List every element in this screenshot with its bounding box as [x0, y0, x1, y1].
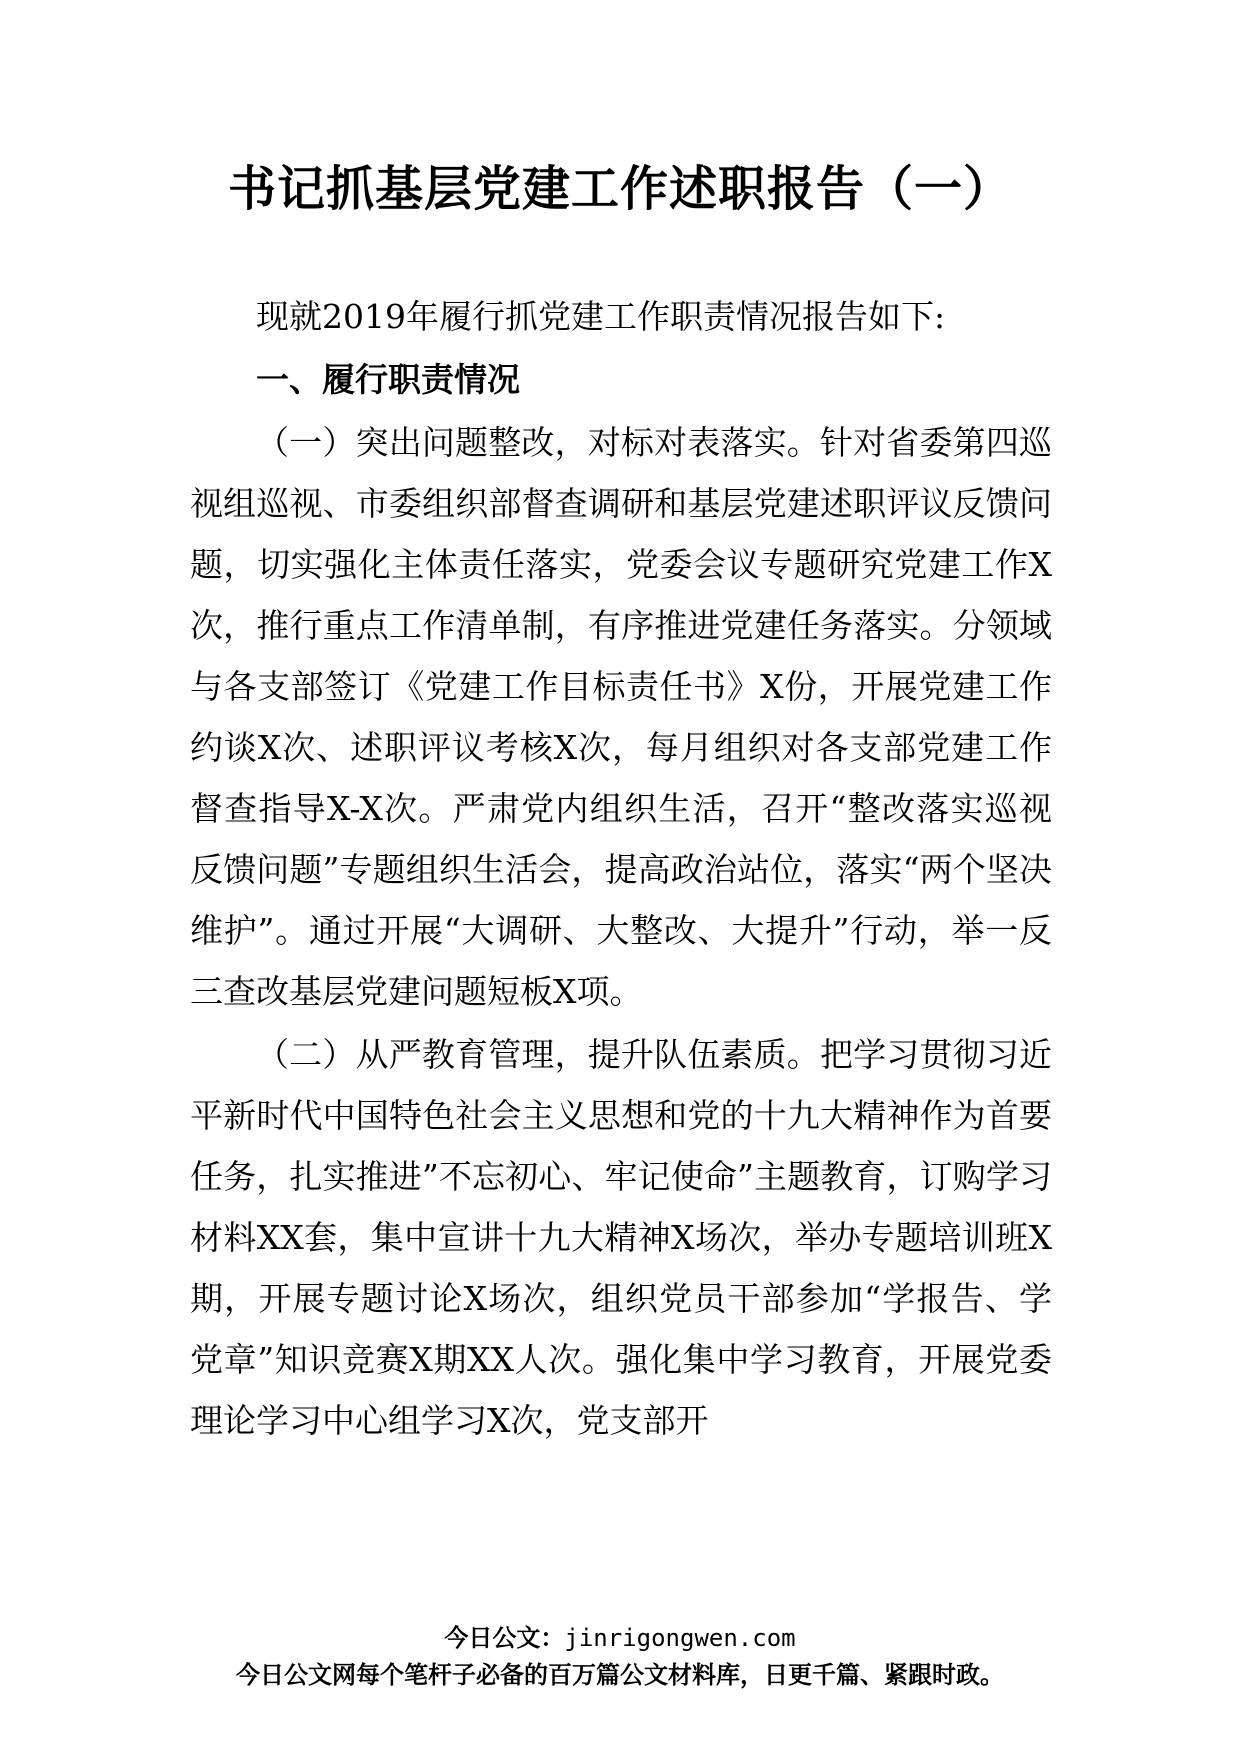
document-title: 书记抓基层党建工作述职报告（一）: [227, 161, 1012, 217]
section-heading: 一、履行职责情况: [256, 360, 520, 399]
intro-paragraph: 现就2019年履行抓党建工作职责情况报告如下:: [256, 297, 946, 336]
footer-site-domain[interactable]: jinrigongwen.com: [564, 1624, 796, 1652]
footer-site-label: 今日公文：: [444, 1624, 565, 1652]
footer-watermark: [0, 1620, 1240, 1694]
paragraph-2: （二）从严教育管理，提升队伍素质。把学习贯彻习近平新时代中国特色社会主义思想和党的十九大精神作为首要任务，扎实推进”不忘初心、牢记使命”主题教育，订购学习材料XX套，集中宣讲十九大精神X场次，举办专题培训班X期，开展专题讨论X场次，组织党员干部参加“学报告、学党章”知识竞赛X期XX人次。强化集中学习教育，开展党委理论学习中心组学习X次，党支部开: [190, 1035, 1052, 1440]
footer-site-line: [0, 1620, 1240, 1656]
document-body: [190, 286, 1052, 1451]
paragraph-1: （一）突出问题整改，对标对表落实。针对省委第四巡视组巡视、市委组织部督查调研和基层党建述职评议反馈问题，切实强化主体责任落实，党委会议专题研究党建工作X次，推行重点工作清单制，有序推进党建任务落实。分领域与各支部签订《党建工作目标责任书》X份，开展党建工作约谈X次、述职评议考核X次，每月组织对各支部党建工作督查指导X-X次。严肃党内组织生活，召开“整改落实巡视反馈问题”专题组织生活会，提高政治站位，落实“两个坚决维护”。通过开展“大调研、大整改、大提升”行动，举一反三查改基层党建问题短板X项。: [190, 423, 1052, 1011]
footer-slogan: 今日公文网每个笔杆子必备的百万篇公文材料库，日更千篇、紧跟时政。: [236, 1661, 1004, 1689]
